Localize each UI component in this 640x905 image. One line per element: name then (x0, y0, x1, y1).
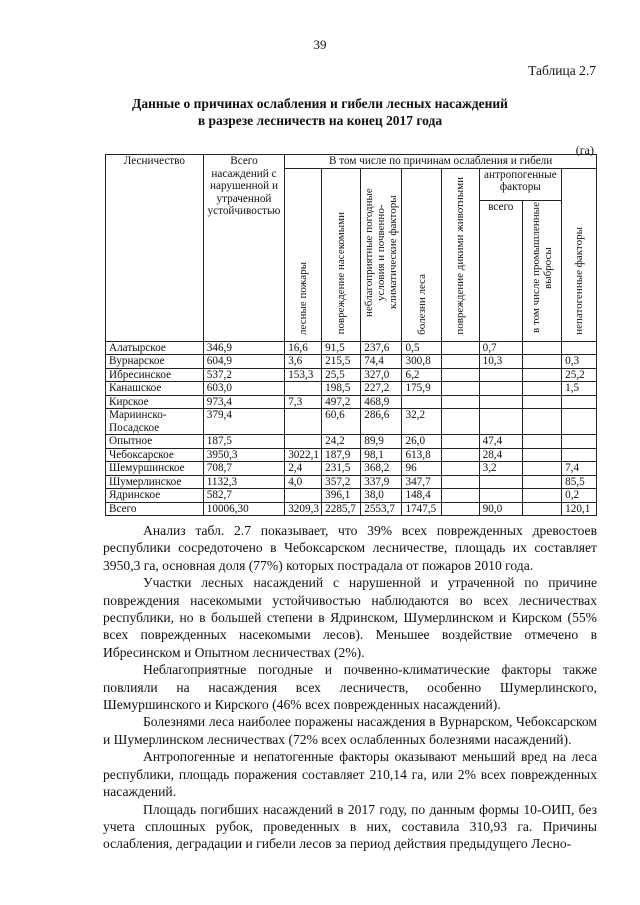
table-label: Таблица 2.7 (528, 63, 596, 78)
table-row (106, 355, 597, 369)
cell-name: Ядринское (106, 489, 204, 503)
cell-name: Канашское (106, 382, 204, 396)
cell-disease: 347,7 (402, 475, 441, 489)
cell-disease: 613,8 (402, 448, 441, 462)
paragraph: Участки лесных насаждений с нарушенной и утраченной по причине повреждения насекомыми устойчивостью наблюдаются во всех лесничествах республики, но в большей степени в Ядринском, Шумерлинском и Кирском (55% всех поврежденных насекомыми лесов). Меньшее воздействие отмечено в Ибресинском и Опытном лесничествах (2%). (103, 575, 597, 660)
cell-weather: 337,9 (361, 475, 402, 489)
cell-industrial (523, 502, 562, 516)
cell-fires: 3,6 (285, 355, 322, 369)
table-row (106, 368, 597, 382)
table-row (106, 341, 597, 355)
cell-insects: 187,9 (322, 448, 361, 462)
cell-nonanthro (562, 409, 597, 435)
cell-insects: 91,5 (322, 341, 361, 355)
cell-disease: 148,4 (402, 489, 441, 503)
cell-name: Алатырское (106, 341, 204, 355)
cell-fires: 4,0 (285, 475, 322, 489)
cell-anthro: 47,4 (479, 435, 522, 449)
cell-animals (441, 395, 479, 409)
cell-name: Вурнарское (106, 355, 204, 369)
cell-total: 537,2 (203, 368, 284, 382)
cell-disease: 175,9 (402, 382, 441, 396)
cell-fires: 3209,3 (285, 502, 322, 516)
header-anthropogenic: антропогенные факторы (479, 168, 562, 200)
cell-nonanthro (562, 395, 597, 409)
cell-total: 346,9 (203, 341, 284, 355)
cell-insects: 396,1 (322, 489, 361, 503)
header-industrial: в том числе промышленные выбросы (523, 200, 562, 341)
cell-total: 582,7 (203, 489, 284, 503)
table-row (106, 475, 597, 489)
table-title (0, 95, 640, 129)
cell-nonanthro: 85,5 (562, 475, 597, 489)
cell-nonanthro: 0,2 (562, 489, 597, 503)
cell-insects: 215,5 (322, 355, 361, 369)
cell-weather: 2553,7 (361, 502, 402, 516)
paragraph: Анализ табл. 2.7 показывает, что 39% всех поврежденных древостоев республики сосредоточено в Чебоксарском лесничестве, площадь их составляет 3950,3 га, основная доля (77%) которых пострадала от пожаров 2010 года. (103, 523, 597, 573)
cell-animals (441, 489, 479, 503)
cell-insects: 2285,7 (322, 502, 361, 516)
cell-total: 187,5 (203, 435, 284, 449)
cell-fires (285, 489, 322, 503)
cell-total: 10006,30 (203, 502, 284, 516)
header-anthro-total: всего (479, 200, 522, 341)
title-line-2: в разрезе лесничеств на конец 2017 года (197, 113, 443, 128)
cell-industrial (523, 382, 562, 396)
header-animals: повреждение дикими животными (441, 168, 479, 341)
cell-weather: 38,0 (361, 489, 402, 503)
cell-fires (285, 409, 322, 435)
cell-name: Ибресинское (106, 368, 204, 382)
title-line-1: Данные о причинах ослабления и гибели лесных насаждений (132, 96, 508, 111)
header-causes-group: В том числе по причинам ослабления и гибели (285, 155, 597, 169)
cell-animals (441, 409, 479, 435)
cell-disease: 300,8 (402, 355, 441, 369)
cell-nonanthro: 120,1 (562, 502, 597, 516)
cell-total: 708,7 (203, 462, 284, 476)
cell-anthro (479, 475, 522, 489)
header-forestry: Лесничество (106, 155, 204, 342)
cell-insects: 357,2 (322, 475, 361, 489)
header-insects: повреждение насекомыми (322, 168, 361, 341)
header-weather: неблагоприятные погодные условия и почвенно-климатические факторы (361, 168, 402, 341)
table-row (106, 502, 597, 516)
cell-weather: 327,0 (361, 368, 402, 382)
header-nonpathogenic: непатогенные факторы (562, 168, 597, 341)
table-row (106, 489, 597, 503)
cell-anthro (479, 409, 522, 435)
cell-total: 604,9 (203, 355, 284, 369)
cell-nonanthro (562, 435, 597, 449)
cell-insects: 25,5 (322, 368, 361, 382)
cell-weather: 237,6 (361, 341, 402, 355)
cell-total: 603,0 (203, 382, 284, 396)
cell-anthro: 3,2 (479, 462, 522, 476)
header-fires: лесные пожары (285, 168, 322, 341)
cell-fires: 7,3 (285, 395, 322, 409)
cell-insects: 24,2 (322, 435, 361, 449)
cell-weather: 227,2 (361, 382, 402, 396)
cell-industrial (523, 435, 562, 449)
cell-weather: 74,4 (361, 355, 402, 369)
cell-disease: 26,0 (402, 435, 441, 449)
cell-animals (441, 475, 479, 489)
cell-nonanthro: 0,3 (562, 355, 597, 369)
cell-animals (441, 435, 479, 449)
cell-anthro (479, 382, 522, 396)
paragraph: Неблагоприятные погодные и почвенно-климатические факторы также повлияли на насаждения всех лесничеств, особенно Шумерлинского, Шемуршинского и Кирского (46% всех поврежденных насаждений). (103, 662, 597, 713)
cell-disease: 6,2 (402, 368, 441, 382)
cell-industrial (523, 409, 562, 435)
cell-total: 379,4 (203, 409, 284, 435)
cell-disease: 32,2 (402, 409, 441, 435)
cell-fires: 3022,1 (285, 448, 322, 462)
cell-industrial (523, 341, 562, 355)
table-row (106, 448, 597, 462)
cell-weather: 286,6 (361, 409, 402, 435)
cell-anthro (479, 395, 522, 409)
cell-animals (441, 462, 479, 476)
cell-industrial (523, 475, 562, 489)
cell-nonanthro (562, 341, 597, 355)
cell-animals (441, 382, 479, 396)
cell-weather: 468,9 (361, 395, 402, 409)
cell-name: Мариинско-Посадское (106, 409, 204, 435)
cell-animals (441, 448, 479, 462)
cell-nonanthro (562, 448, 597, 462)
cell-disease: 96 (402, 462, 441, 476)
cell-weather: 89,9 (361, 435, 402, 449)
cell-industrial (523, 368, 562, 382)
cell-fires: 16,6 (285, 341, 322, 355)
cell-animals (441, 355, 479, 369)
cell-fires: 153,3 (285, 368, 322, 382)
cell-total: 1132,3 (203, 475, 284, 489)
cell-total: 973,4 (203, 395, 284, 409)
cell-nonanthro: 7,4 (562, 462, 597, 476)
cell-name: Опытное (106, 435, 204, 449)
cell-name: Шемуршинское (106, 462, 204, 476)
cell-industrial (523, 448, 562, 462)
cell-name: Кирское (106, 395, 204, 409)
cell-anthro (479, 489, 522, 503)
cell-disease (402, 395, 441, 409)
table-row (106, 435, 597, 449)
units-label: (га) (575, 143, 594, 157)
cell-fires (285, 435, 322, 449)
cell-insects: 231,5 (322, 462, 361, 476)
cell-industrial (523, 462, 562, 476)
cell-nonanthro: 1,5 (562, 382, 597, 396)
cell-industrial (523, 489, 562, 503)
cell-name: Всего (106, 502, 204, 516)
cell-animals (441, 502, 479, 516)
table-body (106, 341, 597, 516)
paragraph: Площадь погибших насаждений в 2017 году, по данным формы 10-ОИП, без учета сплошных рубок, проведенных в них, составила 310,93 га. Причины ослабления, деградации и гибели лесов за период действия предыдущего Лесно- (103, 801, 597, 852)
table-row (106, 395, 597, 409)
cell-insects: 198,5 (322, 382, 361, 396)
cell-disease: 1747,5 (402, 502, 441, 516)
cell-industrial (523, 395, 562, 409)
cell-disease: 0,5 (402, 341, 441, 355)
paragraph: Болезнями леса наиболее поражены насаждения в Вурнарском, Чебоксарском и Шумерлинском лесничествах (72% всех ослабленных болезнями насаждений). (103, 714, 597, 747)
cell-insects: 60,6 (322, 409, 361, 435)
cell-name: Шумерлинское (106, 475, 204, 489)
cell-insects: 497,2 (322, 395, 361, 409)
paragraph: Антропогенные и непатогенные факторы оказывают меньший вред на леса республики, площадь поражения составляет 210,14 га, или 2% всех поврежденных насаждений. (103, 749, 597, 800)
table-row (106, 409, 597, 435)
cell-animals (441, 341, 479, 355)
header-total: Всего насаждений с нарушенной и утраченной устойчивостью (203, 155, 284, 342)
page-number: 39 (313, 37, 327, 52)
body-text (103, 522, 597, 853)
cell-weather: 368,2 (361, 462, 402, 476)
cell-fires (285, 382, 322, 396)
cell-weather: 98,1 (361, 448, 402, 462)
header-disease: болезни леса (402, 168, 441, 341)
cell-animals (441, 368, 479, 382)
cell-nonanthro: 25,2 (562, 368, 597, 382)
cell-total: 3950,3 (203, 448, 284, 462)
cell-anthro: 10,3 (479, 355, 522, 369)
data-table (105, 154, 597, 516)
cell-anthro: 0,7 (479, 341, 522, 355)
table-row (106, 382, 597, 396)
cell-name: Чебоксарское (106, 448, 204, 462)
cell-anthro: 90,0 (479, 502, 522, 516)
cell-anthro: 28,4 (479, 448, 522, 462)
table-row (106, 462, 597, 476)
cell-industrial (523, 355, 562, 369)
cell-anthro (479, 368, 522, 382)
cell-fires: 2,4 (285, 462, 322, 476)
